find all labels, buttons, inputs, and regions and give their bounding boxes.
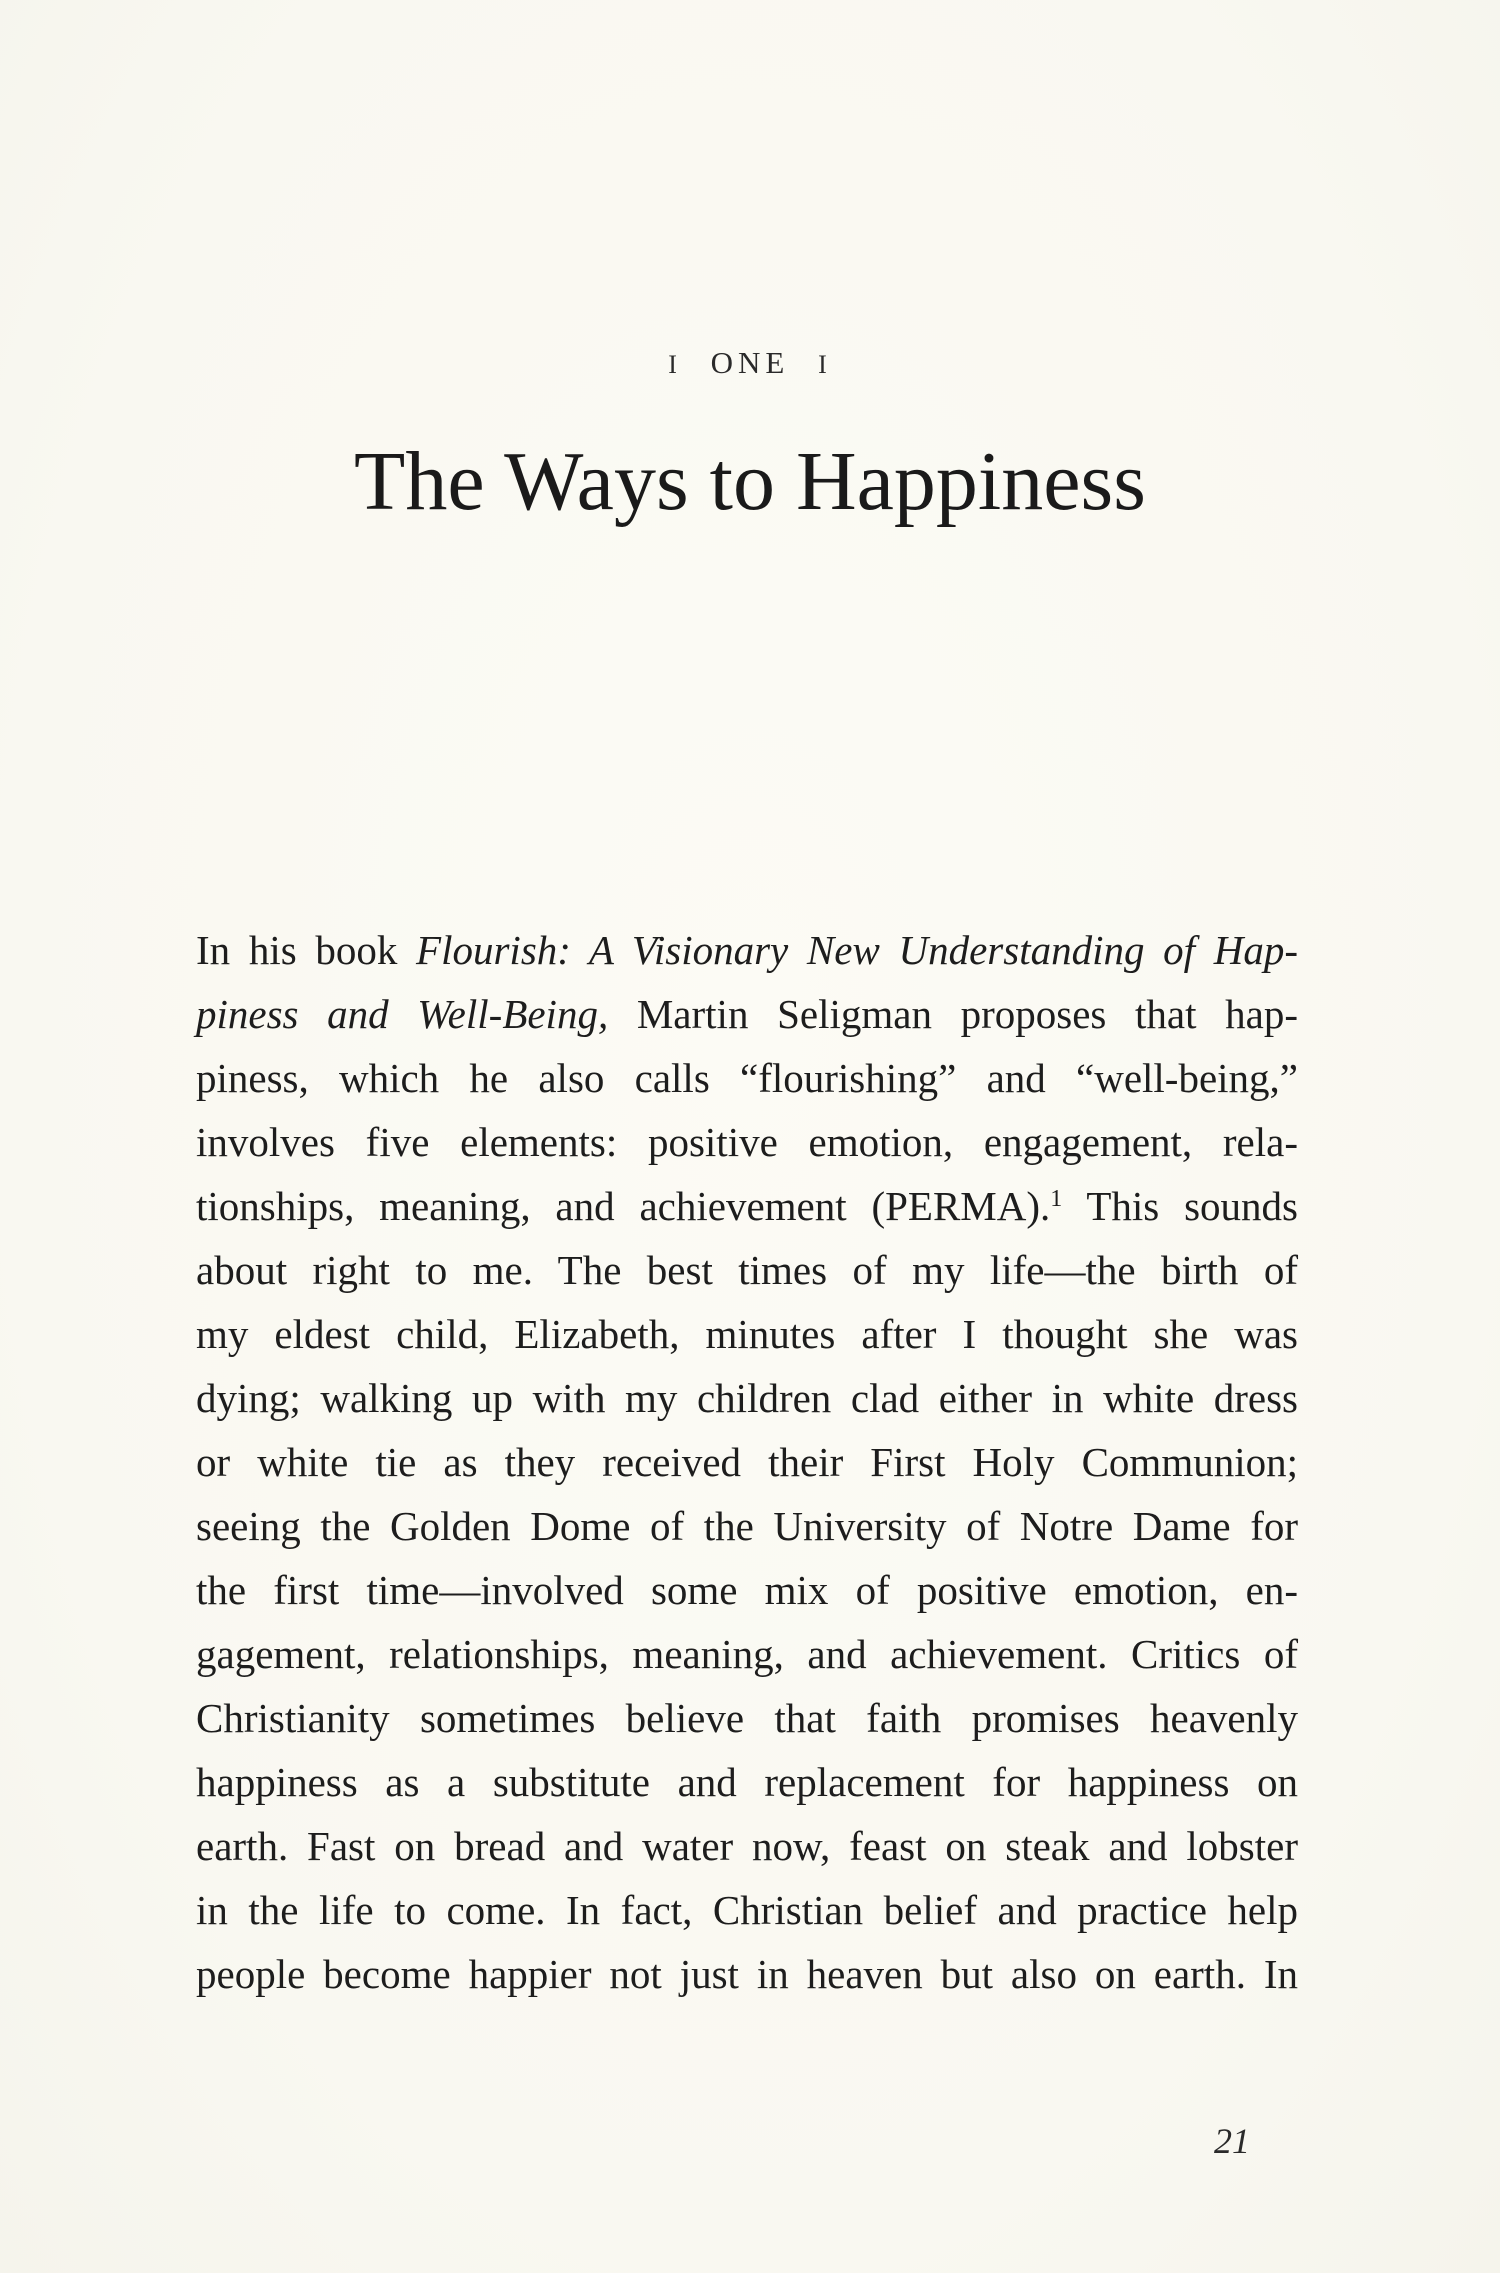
text-line [196,1494,1298,1558]
body-paragraph [196,918,1298,2006]
text-run: Christianity sometimes believe that faith promises heavenly [196,1695,1298,1741]
book-title-text: Flourish: A Visionary New Understanding of Hap- [416,927,1298,973]
text-run: the first time—involved some mix of positive emotion, en- [196,1567,1298,1613]
text-run: In his book [196,927,417,973]
text-run: dying; walking up with my children clad either in white dress [196,1375,1298,1421]
text-line [196,1750,1298,1814]
text-run: gagement, relationships, meaning, and achievement. Critics of [196,1631,1298,1677]
page-number: 21 [1214,2121,1250,2161]
text-line [196,1814,1298,1878]
text-line [196,1366,1298,1430]
text-run: about right to me. The best times of my life—the birth of [196,1247,1298,1293]
text-line [196,1302,1298,1366]
chapter-title: The Ways to Happiness [354,435,1146,528]
text-line [196,1238,1298,1302]
text-line [196,1622,1298,1686]
text-line [196,1558,1298,1622]
text-run: Martin Seligman proposes that hap- [608,991,1298,1037]
text-run: piness, which he also calls “flourishing” and “well-being,” [196,1055,1298,1101]
text-line [196,1942,1298,2006]
book-title-text: piness and Well-Being, [196,991,609,1037]
text-line [196,1686,1298,1750]
text-run: tionships, meaning, and achievement (PERMA). [196,1183,1051,1229]
text-line [196,918,1298,982]
chapter-label [0,345,1500,381]
text-line [196,1878,1298,1942]
text-line [196,982,1298,1046]
text-line [196,1046,1298,1110]
text-run: seeing the Golden Dome of the University of Notre Dame for [196,1503,1298,1549]
text-run: in the life to come. In fact, Christian belief and practice help [196,1887,1298,1933]
footnote-marker: 1 [1050,1186,1063,1212]
text-run: earth. Fast on bread and water now, feast on steak and lobster [196,1823,1298,1869]
chapter-ornament-right: I [818,350,832,379]
text-run: people become happier not just in heaven but also on earth. In [196,1951,1298,1997]
text-run: happiness as a substitute and replacement for happiness on [196,1759,1298,1805]
text-run: my eldest child, Elizabeth, minutes after I thought she was [196,1311,1298,1357]
text-line [196,1110,1298,1174]
chapter-ornament-left: I [668,350,682,379]
chapter-number: ONE [710,345,790,380]
text-line [196,1174,1298,1238]
text-run: involves five elements: positive emotion, engagement, rela- [196,1119,1298,1165]
text-line [196,1430,1298,1494]
text-run: or white tie as they received their First Holy Communion; [196,1439,1298,1485]
text-run: This sounds [1062,1183,1299,1229]
